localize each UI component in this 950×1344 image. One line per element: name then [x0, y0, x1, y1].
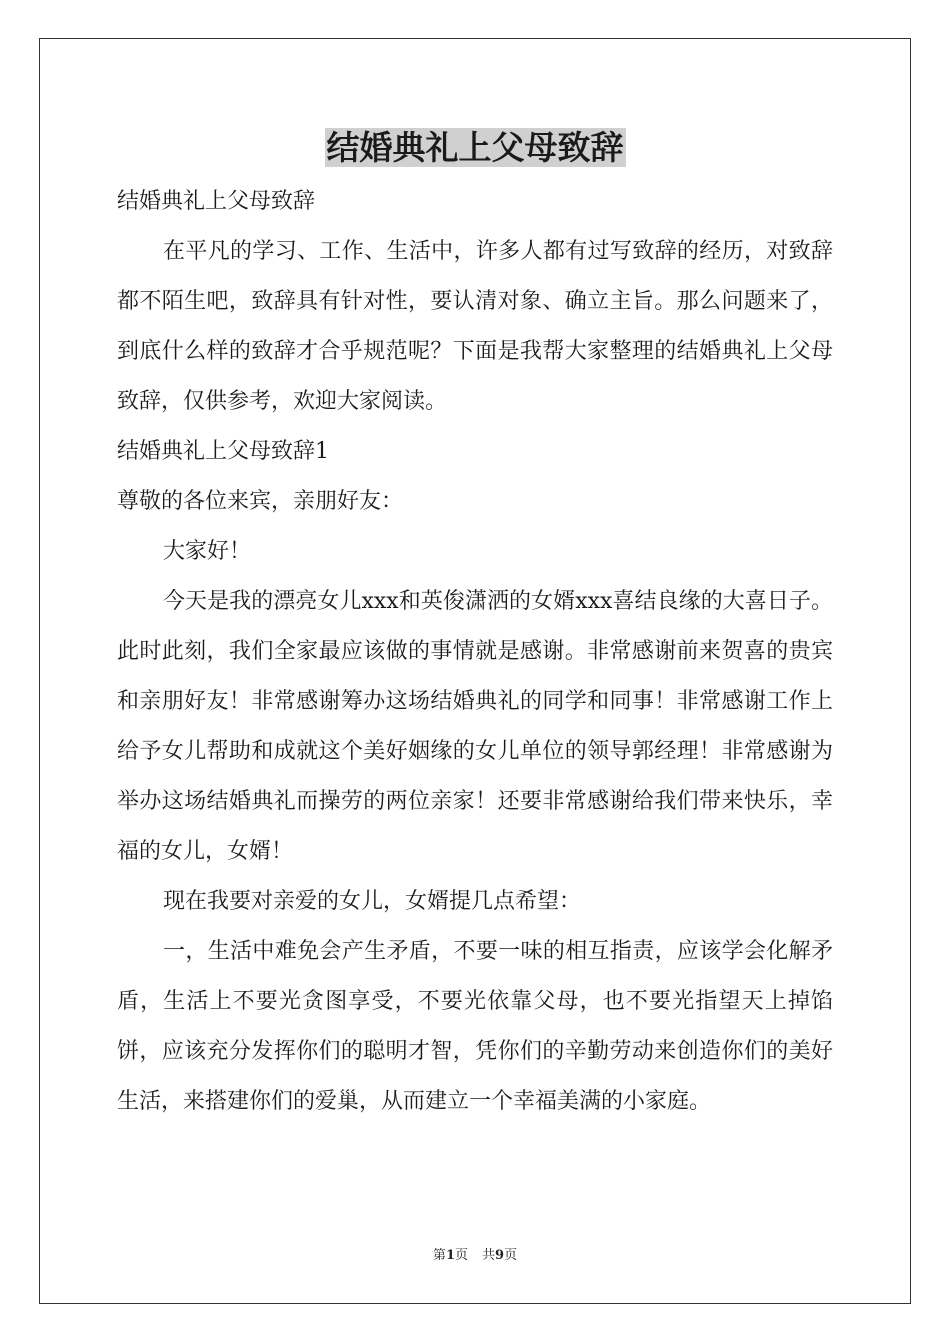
paragraph-2: 现在我要对亲爱的女儿，女婿提几点希望：: [163, 889, 582, 914]
page-current: 1: [445, 1248, 455, 1263]
salutation: 尊敬的各位来宾，亲朋好友：: [117, 489, 404, 514]
page-suffix: 页: [454, 1248, 468, 1263]
intro-paragraph: 在平凡的学习、工作、生活中，许多人都有过写致辞的经历，对致辞都不陌生吧，致辞具有针对性，要认清对象、确立主旨。那么问题来了，到底什么样的致辞才合乎规范呢？下面是我帮大家整理的结婚典礼上父母致辞，仅供参考，欢迎大家阅读。: [117, 239, 833, 414]
paragraph-3: 一，生活中难免会产生矛盾，不要一味的相互指责，应该学会化解矛盾，生活上不要光贪图享受，不要光依靠父母，也不要光指望天上掉馅饼，应该充分发挥你们的聪明才智，凭你们的辛勤劳动来创造你们的美好生活，来搭建你们的爱巢，从而建立一个幸福美满的小家庭。: [117, 939, 833, 1114]
page-prefix: 第: [432, 1248, 446, 1263]
document-title: [0, 124, 950, 172]
total-suffix: 页: [504, 1248, 518, 1263]
total-prefix: 共: [482, 1248, 496, 1263]
page-total: 9: [495, 1248, 505, 1263]
document-title-text: 结婚典礼上父母致辞: [326, 128, 624, 167]
greeting: 大家好！: [163, 539, 252, 564]
section-heading: 结婚典礼上父母致辞1: [117, 439, 329, 464]
page-footer: [0, 1246, 950, 1266]
paragraph-1: 今天是我的漂亮女儿xxx和英俊潇洒的女婿xxx喜结良缘的大喜日子。此时此刻，我们全家最应该做的事情就是感谢。非常感谢前来贺喜的贵宾和亲朋好友！非常感谢筹办这场结婚典礼的同学和同事！非常感谢工作上给予女儿帮助和成就这个美好姻缘的女儿单位的领导郭经理！非常感谢为举办这场结婚典礼而操劳的两位亲家！还要非常感谢给我们带来快乐，幸福的女儿，女婿！: [117, 589, 833, 864]
document-body: [117, 177, 833, 1127]
document-subtitle: 结婚典礼上父母致辞: [117, 189, 316, 214]
